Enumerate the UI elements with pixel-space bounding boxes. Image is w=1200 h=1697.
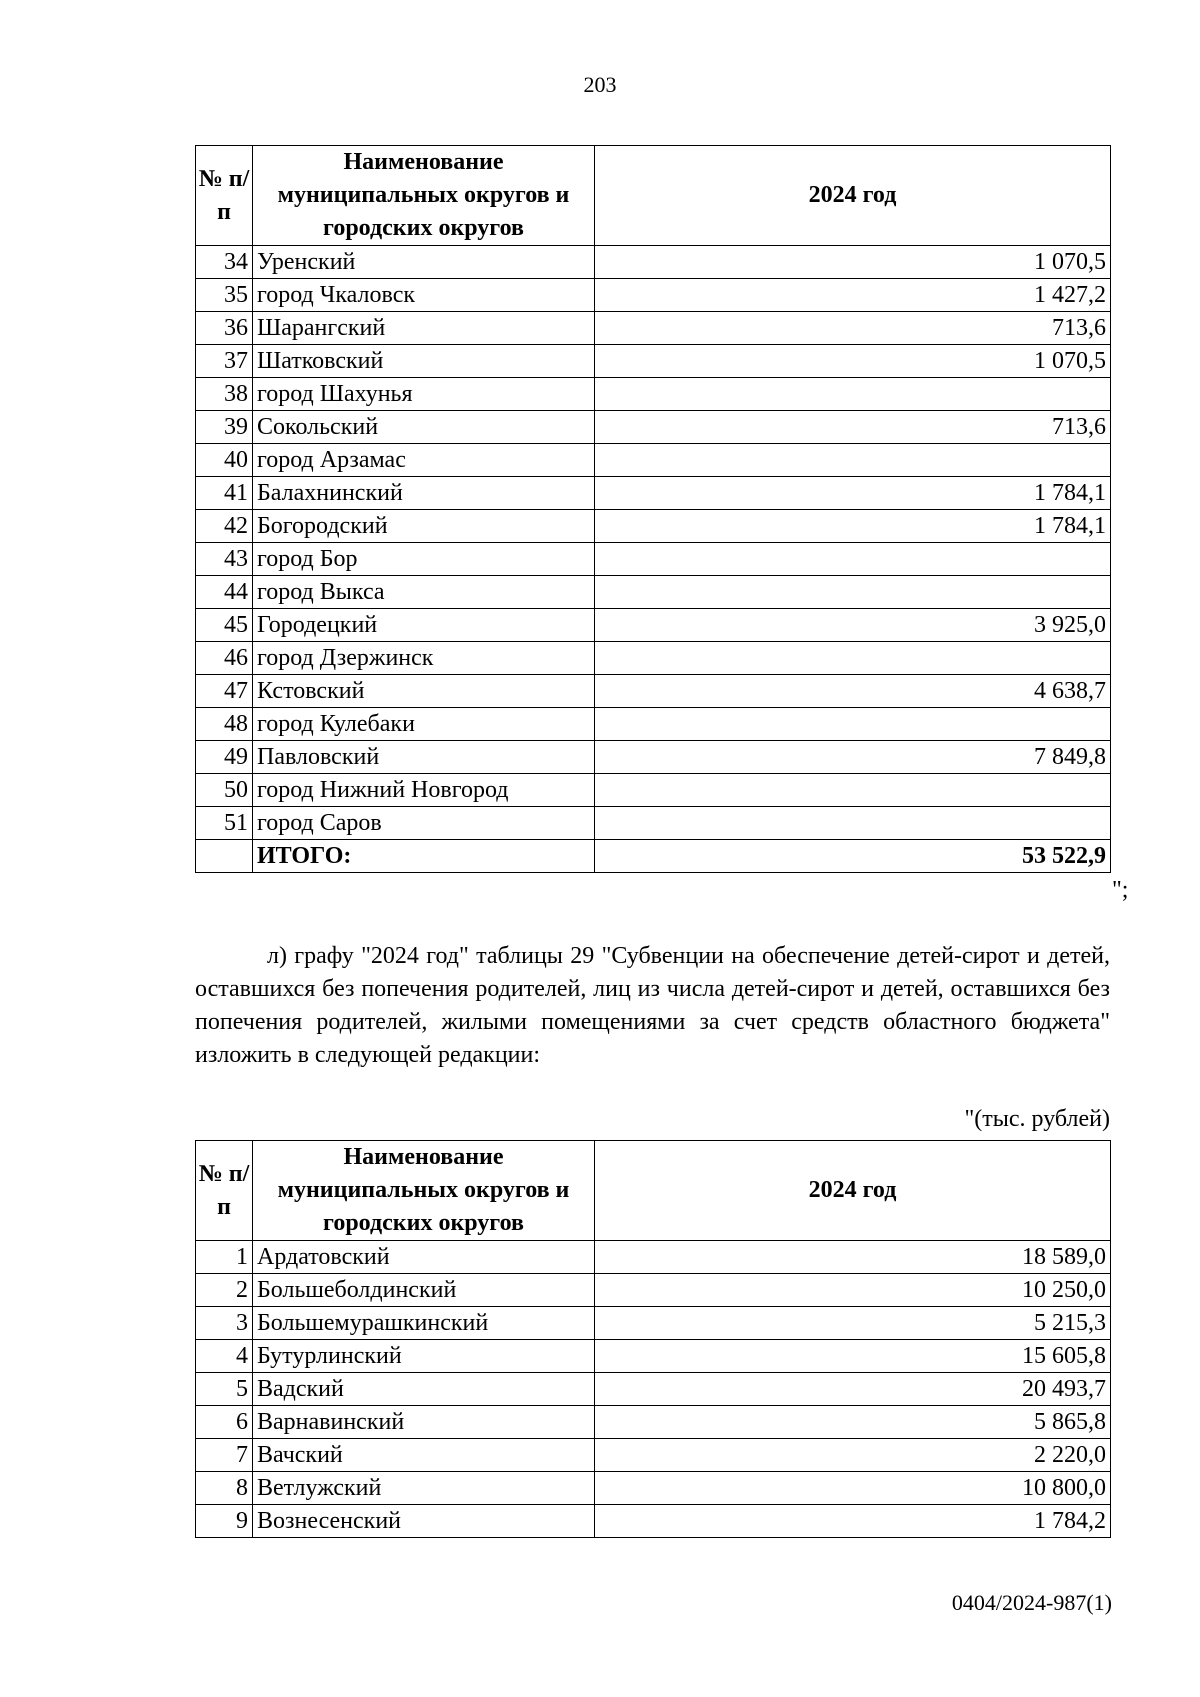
amount-value: 2 220,0 [595, 1439, 1111, 1472]
row-number: 6 [196, 1406, 253, 1439]
amount-value: 4 638,7 [595, 675, 1111, 708]
table-row [196, 708, 1111, 741]
district-name: Балахнинский [253, 477, 595, 510]
header-name: Наименование муниципальных округов и городских округов [253, 146, 595, 246]
table-row [196, 279, 1111, 312]
table-row [196, 378, 1111, 411]
district-name: город Бор [253, 543, 595, 576]
row-number: 3 [196, 1307, 253, 1340]
amount-value: 1 427,2 [595, 279, 1111, 312]
table-body-top [196, 246, 1111, 873]
row-number: 35 [196, 279, 253, 312]
row-number: 41 [196, 477, 253, 510]
amount-value [595, 444, 1111, 477]
district-name: Вознесенский [253, 1505, 595, 1538]
row-number: 44 [196, 576, 253, 609]
amount-value: 1 784,1 [595, 477, 1111, 510]
amount-value: 7 849,8 [595, 741, 1111, 774]
row-number: 38 [196, 378, 253, 411]
table-row [196, 1472, 1111, 1505]
amount-value: 1 784,1 [595, 510, 1111, 543]
table-body-bottom [196, 1241, 1111, 1538]
header-num: № п/п [196, 146, 253, 246]
table-row [196, 1373, 1111, 1406]
district-name: город Арзамас [253, 444, 595, 477]
row-number: 1 [196, 1241, 253, 1274]
header-num: № п/п [196, 1141, 253, 1241]
page-number: 203 [583, 72, 617, 97]
table-row [196, 345, 1111, 378]
district-name: Бутурлинский [253, 1340, 595, 1373]
table-row [196, 609, 1111, 642]
header-year: 2024 год [595, 1141, 1111, 1241]
amount-value [595, 576, 1111, 609]
row-number: 46 [196, 642, 253, 675]
amount-value: 15 605,8 [595, 1340, 1111, 1373]
row-number: 43 [196, 543, 253, 576]
row-number: 47 [196, 675, 253, 708]
table-header-row [196, 146, 1111, 246]
table-row [196, 510, 1111, 543]
header-name: Наименование муниципальных округов и городских округов [253, 1141, 595, 1241]
row-number: 2 [196, 1274, 253, 1307]
table-row [196, 774, 1111, 807]
table-row [196, 741, 1111, 774]
district-name: Шатковский [253, 345, 595, 378]
amount-value: 1 070,5 [595, 345, 1111, 378]
amount-value: 10 800,0 [595, 1472, 1111, 1505]
district-name: Ветлужский [253, 1472, 595, 1505]
total-label: ИТОГО: [253, 840, 595, 873]
amendment-paragraph: л) графу "2024 год" таблицы 29 "Субвенции на обеспечение детей-сирот и детей, оставшихся без попечения родителей, лиц из числа детей-сирот и детей, оставшихся без попечения родителей, жилыми помещениями за счет средств областного бюджета" изложить в следующей редакции: [195, 943, 1110, 1068]
amount-value: 713,6 [595, 312, 1111, 345]
table-row [196, 1307, 1111, 1340]
table-closing-mark: "; [1112, 877, 1129, 903]
district-name: город Нижний Новгород [253, 774, 595, 807]
row-number: 49 [196, 741, 253, 774]
district-name: Варнавинский [253, 1406, 595, 1439]
row-number: 4 [196, 1340, 253, 1373]
table-row [196, 1274, 1111, 1307]
row-number: 7 [196, 1439, 253, 1472]
row-number: 39 [196, 411, 253, 444]
amount-value [595, 807, 1111, 840]
header-year: 2024 год [595, 146, 1111, 246]
amount-value [595, 378, 1111, 411]
subvention-table-top [195, 145, 1111, 873]
row-number: 48 [196, 708, 253, 741]
units-label: "(тыс. рублей) [964, 1106, 1110, 1132]
amount-value: 18 589,0 [595, 1241, 1111, 1274]
subvention-table-bottom [195, 1140, 1111, 1538]
district-name: Шарангский [253, 312, 595, 345]
district-name: Кстовский [253, 675, 595, 708]
table-row [196, 1505, 1111, 1538]
district-name: Вачский [253, 1439, 595, 1472]
total-num-cell [196, 840, 253, 873]
district-name: город Чкаловск [253, 279, 595, 312]
district-name: Уренский [253, 246, 595, 279]
row-number: 9 [196, 1505, 253, 1538]
amount-value: 1 070,5 [595, 246, 1111, 279]
amount-value [595, 543, 1111, 576]
amount-value: 10 250,0 [595, 1274, 1111, 1307]
table-row [196, 246, 1111, 279]
row-number: 50 [196, 774, 253, 807]
total-value: 53 522,9 [595, 840, 1111, 873]
table-row [196, 675, 1111, 708]
table-row [196, 1406, 1111, 1439]
table-row [196, 807, 1111, 840]
table-row [196, 1439, 1111, 1472]
amount-value [595, 642, 1111, 675]
amount-value: 5 215,3 [595, 1307, 1111, 1340]
amount-value: 713,6 [595, 411, 1111, 444]
table-row [196, 543, 1111, 576]
district-name: город Выкса [253, 576, 595, 609]
table-row [196, 576, 1111, 609]
total-row [196, 840, 1111, 873]
district-name: город Шахунья [253, 378, 595, 411]
district-name: Сокольский [253, 411, 595, 444]
district-name: Ардатовский [253, 1241, 595, 1274]
district-name: Богородский [253, 510, 595, 543]
row-number: 8 [196, 1472, 253, 1505]
row-number: 42 [196, 510, 253, 543]
table-header-row [196, 1141, 1111, 1241]
row-number: 34 [196, 246, 253, 279]
document-code: 0404/2024-987(1) [951, 1590, 1112, 1615]
amount-value [595, 708, 1111, 741]
table-row [196, 1241, 1111, 1274]
district-name: Вадский [253, 1373, 595, 1406]
row-number: 40 [196, 444, 253, 477]
district-name: Большеболдинский [253, 1274, 595, 1307]
amount-value: 20 493,7 [595, 1373, 1111, 1406]
district-name: Павловский [253, 741, 595, 774]
amount-value: 5 865,8 [595, 1406, 1111, 1439]
table-row [196, 642, 1111, 675]
table-row [196, 477, 1111, 510]
district-name: Городецкий [253, 609, 595, 642]
table-row [196, 444, 1111, 477]
row-number: 51 [196, 807, 253, 840]
row-number: 5 [196, 1373, 253, 1406]
district-name: город Кулебаки [253, 708, 595, 741]
amount-value: 3 925,0 [595, 609, 1111, 642]
row-number: 36 [196, 312, 253, 345]
district-name: Большемурашкинский [253, 1307, 595, 1340]
table-row [196, 1340, 1111, 1373]
district-name: город Дзержинск [253, 642, 595, 675]
table-row [196, 312, 1111, 345]
amount-value: 1 784,2 [595, 1505, 1111, 1538]
table-row [196, 411, 1111, 444]
amount-value [595, 774, 1111, 807]
row-number: 37 [196, 345, 253, 378]
row-number: 45 [196, 609, 253, 642]
district-name: город Саров [253, 807, 595, 840]
